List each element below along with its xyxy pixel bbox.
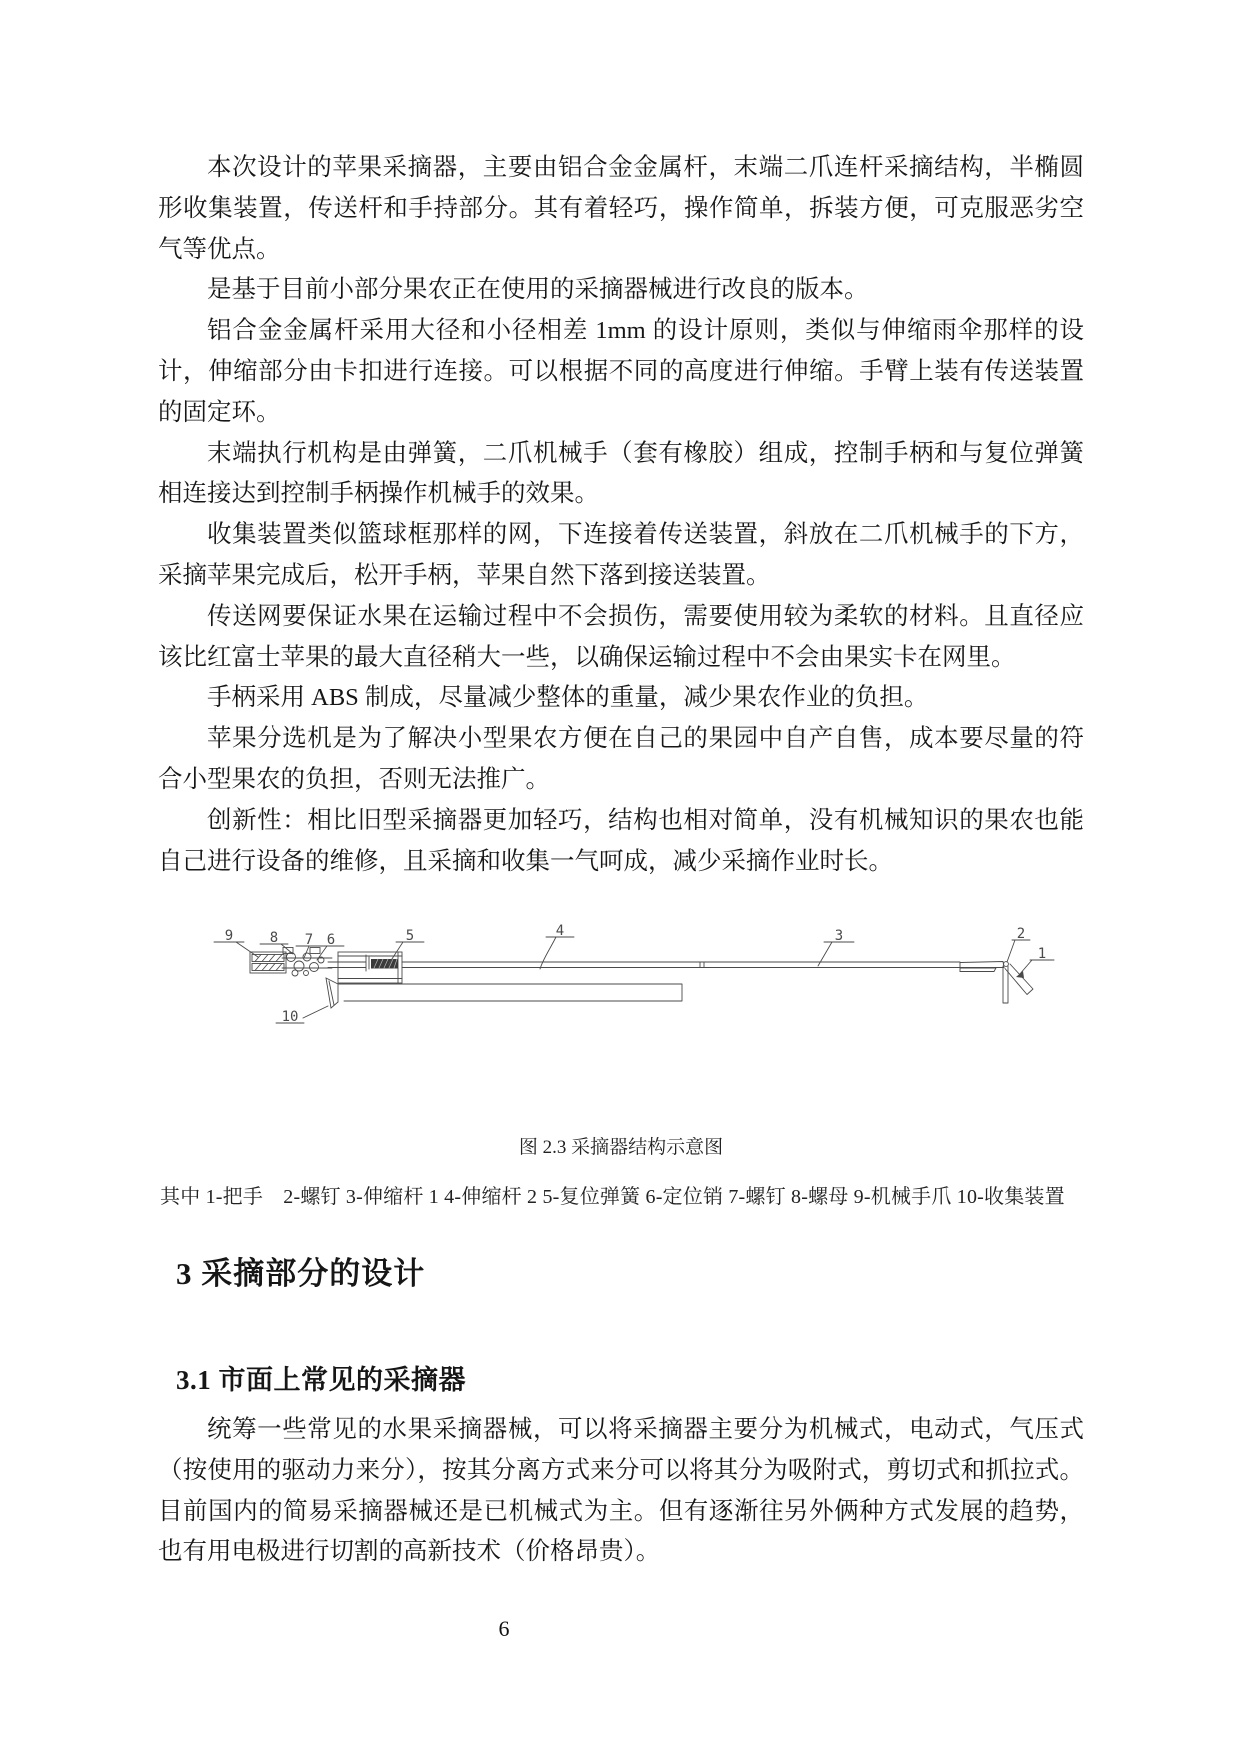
- paragraph: 收集装置类似篮球框那样的网，下连接着传送装置，斜放在二爪机械手的下方，采摘苹果完成后，松开手柄，苹果自然下落到接送装置。: [158, 521, 1084, 589]
- paragraph: 统筹一些常见的水果采摘器械，可以将采摘器主要分为机械式，电动式，气压式（按使用的驱动力来分），按其分离方式来分可以将其分为吸附式，剪切式和抓拉式。目前国内的简易采摘器械还是已机械式为主。但有逐渐往另外俩种方式发展的趋势，也有用电极进行切割的高新技术（价格昂贵）。: [158, 1416, 1084, 1566]
- paragraph: 手柄采用 ABS 制成，尽量减少整体的重量，减少果农作业的负担。: [207, 684, 929, 712]
- page-number: 6: [498, 1616, 510, 1641]
- part-label-6: 6: [326, 932, 336, 948]
- part-label-2: 2: [1016, 926, 1026, 942]
- part-label-3: 3: [834, 928, 844, 944]
- paragraph: 本次设计的苹果采摘器，主要由铝合金金属杆，末端二爪连杆采摘结构，半椭圆形收集装置，传送杆和手持部分。其有着轻巧，操作简单，拆装方便，可克服恶劣空气等优点。: [158, 154, 1084, 263]
- subsection-heading: 3.1 市面上常见的采摘器: [176, 1365, 466, 1395]
- picker-schematic-drawing: [170, 921, 1120, 1039]
- paragraph: 铝合金金属杆采用大径和小径相差 1mm 的设计原则，类似与伸缩雨伞那样的设计，伸缩部分由卡扣进行连接。可以根据不同的高度进行伸缩。手臂上装有传送装置的固定环。: [158, 317, 1084, 426]
- paragraph: 末端执行机构是由弹簧，二爪机械手（套有橡胶）组成，控制手柄和与复位弹簧相连接达到控制手柄操作机械手的效果。: [158, 439, 1084, 508]
- part-label-7: 7: [304, 932, 314, 948]
- figure-legend: 其中 1-把手 2-螺钉 3-伸缩杆 1 4-伸缩杆 2 5-复位弹簧 6-定位销 7-螺钉 8-螺母 9-机械手爪 10-收集装置: [160, 1186, 1065, 1208]
- section-text-block: [158, 1410, 1084, 1573]
- paragraph: 创新性：相比旧型采摘器更加轻巧，结构也相对简单，没有机械知识的果农也能自己进行设备的维修，且采摘和收集一气呵成，减少采摘作业时长。: [158, 806, 1084, 875]
- picker-structure-figure: [170, 921, 1120, 1039]
- paragraph: 传送网要保证水果在运输过程中不会损伤，需要使用较为柔软的材料。且直径应该比红富士苹果的最大直径稍大一些，以确保运输过程中不会由果实卡在网里。: [158, 602, 1084, 671]
- paragraph: 苹果分选机是为了解决小型果农方便在自己的果园中自产自售，成本要尽量的符合小型果农的负担，否则无法推广。: [158, 725, 1084, 793]
- part-label-9: 9: [224, 928, 234, 944]
- figure-caption: 图 2.3 采摘器结构示意图: [518, 1137, 724, 1158]
- part-label-1: 1: [1037, 946, 1047, 962]
- body-text-block: [158, 148, 1084, 882]
- paragraph: 是基于目前小部分果农正在使用的采摘器械进行改良的版本。: [207, 276, 869, 304]
- section-heading: 3 采摘部分的设计: [176, 1256, 426, 1291]
- part-label-10: 10: [281, 1009, 299, 1025]
- part-label-4: 4: [555, 923, 565, 939]
- part-label-5: 5: [405, 928, 415, 944]
- part-label-8: 8: [269, 930, 279, 946]
